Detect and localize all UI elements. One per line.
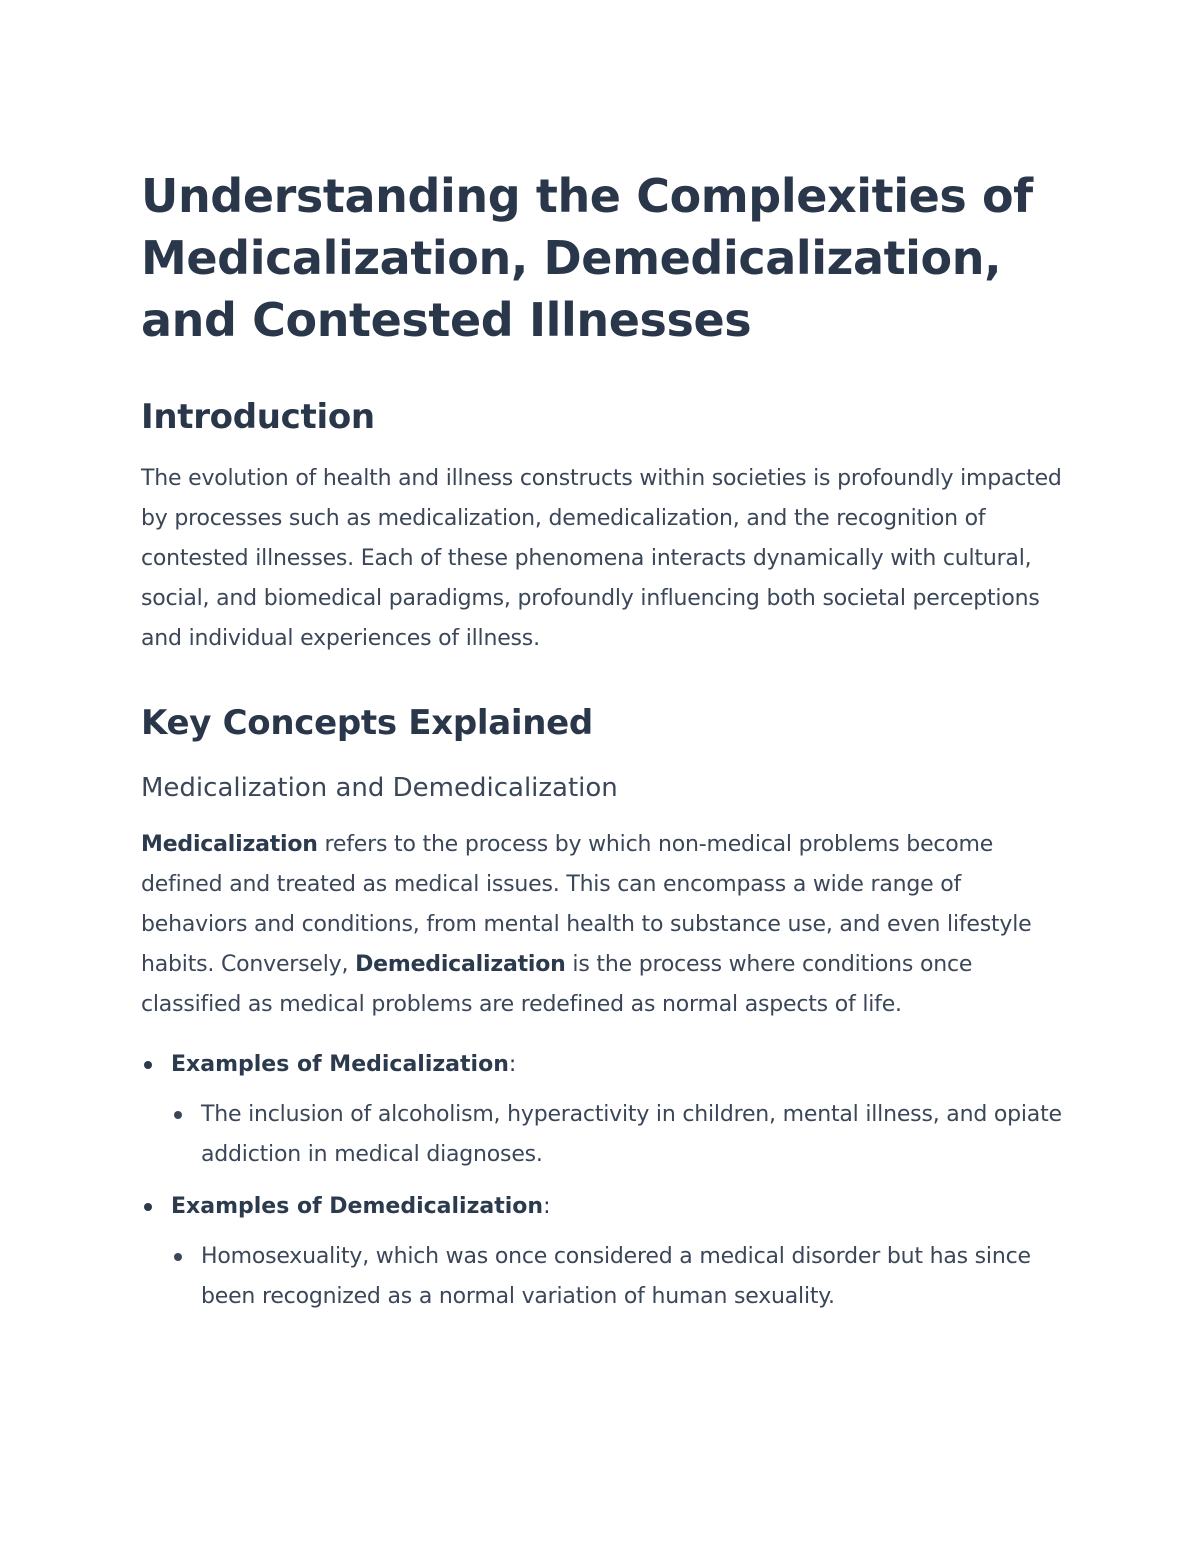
- list-item-medicalization-examples: [141, 1045, 1071, 1175]
- medicalization-subheading: Medicalization and Demedicalization: [141, 773, 618, 803]
- list-item-demedicalization-examples: [141, 1187, 1071, 1317]
- examples-label: Examples of Medicalization: [171, 1052, 509, 1077]
- examples-label-suffix: :: [508, 1052, 517, 1077]
- bullet-icon: [174, 1111, 182, 1119]
- example-text: Homosexuality, which was once considered a medical disorder but has since been recognized as a normal variation of human sexuality.: [201, 1244, 1031, 1309]
- example-text: The inclusion of alcoholism, hyperactivity in children, mental illness, and opiate addiction in medical diagnoses.: [201, 1102, 1062, 1167]
- medicalization-examples-sublist: [171, 1095, 1071, 1175]
- examples-list: [141, 1045, 1071, 1317]
- medicalization-paragraph: [141, 825, 1071, 1025]
- examples-label: Examples of Demedicalization: [171, 1194, 544, 1219]
- bullet-icon: [144, 1203, 152, 1211]
- demedicalization-examples-sublist: [171, 1237, 1071, 1317]
- document-title: Understanding the Complexities of Medicalization, Demedicalization, and Contested Illnesses: [141, 169, 1033, 347]
- list-item: [171, 1095, 1071, 1175]
- intro-heading: Introduction: [141, 397, 375, 437]
- paragraph-text-1: refers to the process by which non-medical problems become defined and treated as medical issues. This can encompass a wide range of behaviors and conditions, from mental health to substance use, and even lifestyle habits. Conversely,: [141, 832, 1032, 977]
- examples-label-suffix: :: [543, 1194, 551, 1219]
- paragraph-text-2: is the process where conditions once classified as medical problems are redefined as normal aspects of life.: [141, 952, 973, 1017]
- list-item: [171, 1237, 1071, 1317]
- key-concepts-heading: Key Concepts Explained: [141, 703, 593, 743]
- intro-paragraph: The evolution of health and illness constructs within societies is profoundly impacted by processes such as medicalization, demedicalization, and the recognition of contested illnesses. Each of these phenomena interacts dynamically with cultural, social, and biomedical paradigms, profoundly influencing both societal perceptions and individual experiences of illness.: [141, 466, 1062, 651]
- bullet-icon: [174, 1253, 182, 1261]
- term-demedicalization: Demedicalization: [355, 952, 566, 977]
- term-medicalization: Medicalization: [141, 832, 318, 857]
- bullet-icon: [144, 1061, 152, 1069]
- document-page: [141, 165, 1071, 1317]
